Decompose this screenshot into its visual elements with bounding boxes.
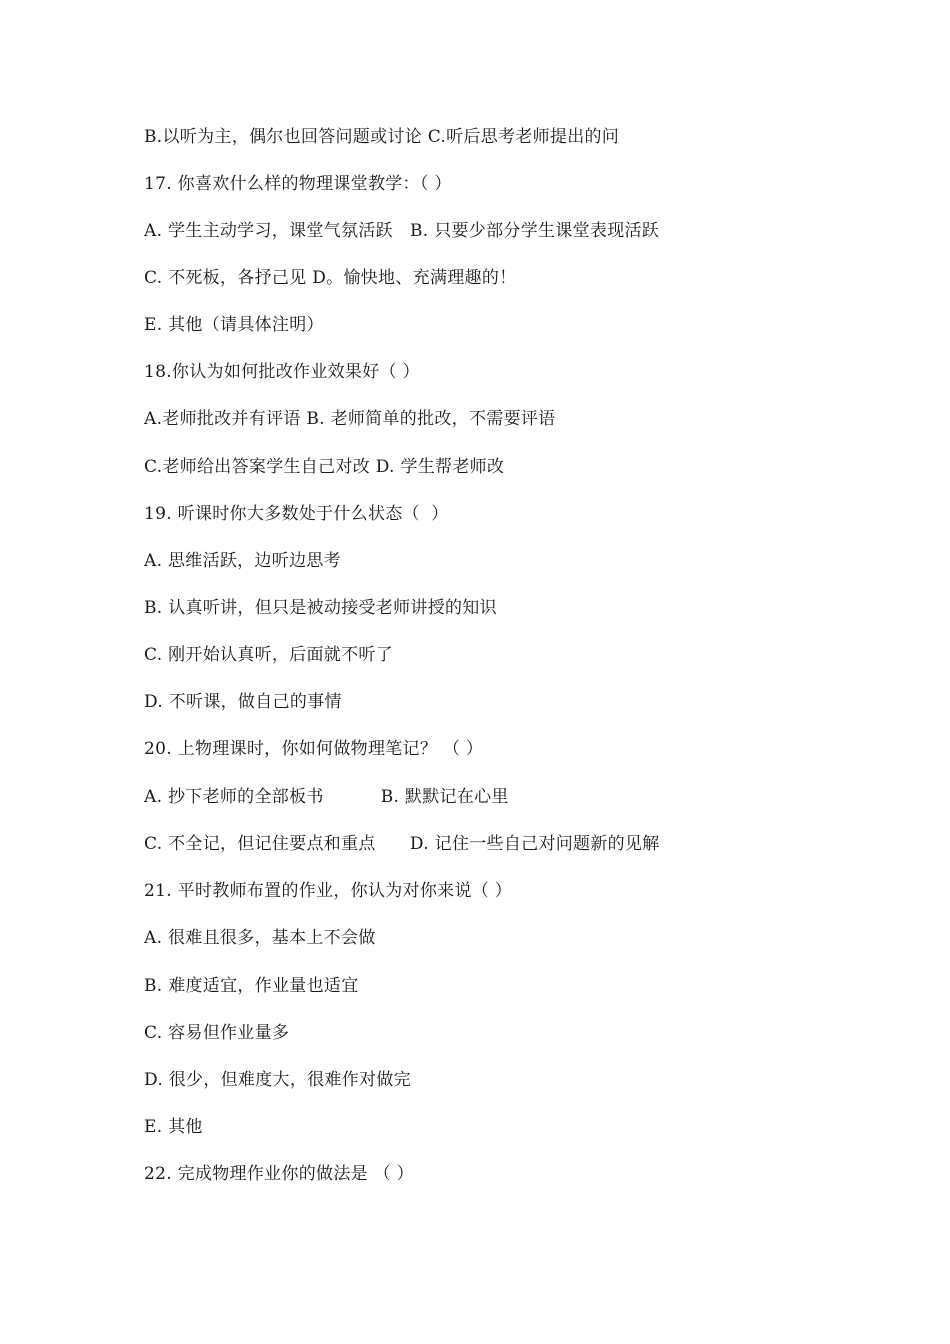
line-q20-question: 20. 上物理课时，你如何做物理笔记？ （ ） (144, 739, 484, 759)
line-q19-option-d: D. 不听课，做自己的事情 (144, 692, 342, 712)
line-q18-question: 18.你认为如何批改作业效果好（ ） (144, 362, 420, 382)
line-q18-option-c-d: C.老师给出答案学生自己对改 D. 学生帮老师改 (144, 457, 505, 477)
line-q20-option-a-b: A. 抄下老师的全部板书 B. 默默记在心里 (144, 787, 509, 807)
line-q17-option-e: E. 其他（请具体注明） (144, 315, 324, 335)
line-q19-option-a: A. 思维活跃，边听边思考 (144, 551, 341, 571)
line-q20-option-c-d: C. 不全记，但记住要点和重点 D. 记住一些自己对问题新的见解 (144, 834, 660, 854)
line-q19-option-c: C. 刚开始认真听，后面就不听了 (144, 645, 394, 665)
line-q16-option-b-c: B.以听为主，偶尔也回答问题或讨论 C.听后思考老师提出的问 (144, 127, 620, 147)
line-q21-question: 21. 平时教师布置的作业，你认为对你来说（ ） (144, 881, 513, 901)
line-q21-option-d: D. 很少，但难度大，很难作对做完 (144, 1070, 411, 1090)
line-q17-option-a-b: A. 学生主动学习，课堂气氛活跃 B. 只要少部分学生课堂表现活跃 (144, 221, 660, 241)
line-q19-question: 19. 听课时你大多数处于什么状态（ ） (144, 504, 449, 524)
line-q19-option-b: B. 认真听讲，但只是被动接受老师讲授的知识 (144, 598, 497, 618)
line-q17-option-c-d: C. 不死板，各抒己见 D。愉快地、充满理趣的！ (144, 268, 517, 288)
line-q21-option-e: E. 其他 (144, 1117, 203, 1137)
line-q22-question: 22. 完成物理作业你的做法是 （ ） (144, 1164, 414, 1184)
line-q17-question: 17. 你喜欢什么样的物理课堂教学：（ ） (144, 174, 452, 194)
line-q21-option-a: A. 很难且很多，基本上不会做 (144, 928, 376, 948)
line-q18-option-a-b: A.老师批改并有评语 B. 老师简单的批改，不需要评语 (144, 409, 556, 429)
line-q21-option-c: C. 容易但作业量多 (144, 1023, 290, 1043)
line-q21-option-b: B. 难度适宜，作业量也适宜 (144, 976, 359, 996)
